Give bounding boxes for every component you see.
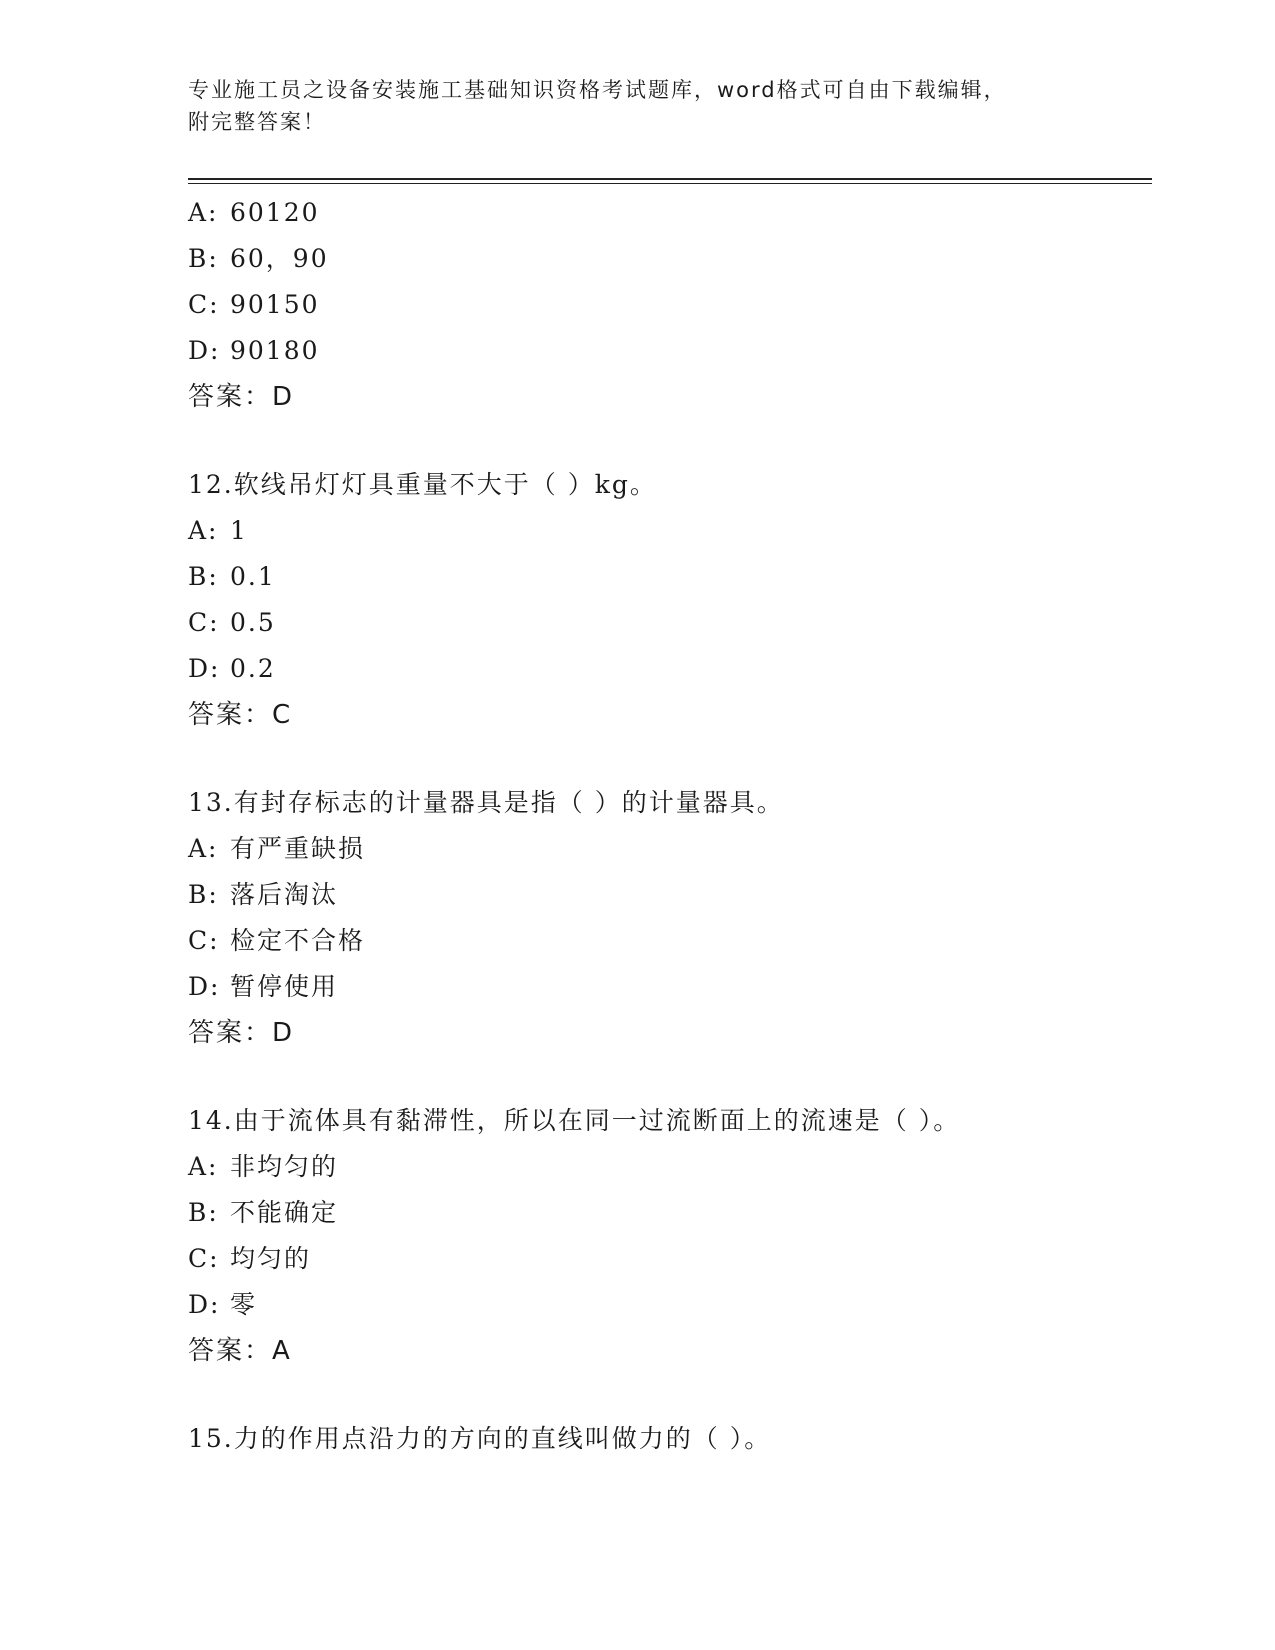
document-header: [188, 74, 1088, 138]
option-d: D: 90180: [188, 336, 320, 365]
header-divider-thin: [188, 183, 1152, 184]
answer: 答案：D: [188, 1018, 295, 1048]
option-c: C: 0.5: [188, 608, 276, 637]
option-a: A: 有严重缺损: [188, 834, 366, 863]
header-line-2: 附完整答案！: [188, 110, 326, 134]
question-14: [188, 1098, 1152, 1374]
header-line-1: 专业施工员之设备安装施工基础知识资格考试题库，word格式可自由下载编辑，: [188, 78, 1007, 102]
option-a: A: 1: [188, 516, 248, 545]
answer: 答案：D: [188, 382, 295, 412]
option-d: D: 暂停使用: [188, 972, 339, 1001]
option-a: A: 60120: [188, 198, 320, 227]
question-12: [188, 462, 1152, 738]
question-stem: 14.由于流体具有黏滞性，所以在同一过流断面上的流速是（ ）。: [188, 1106, 961, 1135]
option-b: B: 落后淘汰: [188, 880, 339, 909]
question-stem: 12.软线吊灯灯具重量不大于（ ）kg。: [188, 470, 657, 499]
question-15: [188, 1416, 1152, 1462]
question-stem: 13.有封存标志的计量器具是指（ ）的计量器具。: [188, 788, 784, 817]
question-stem: 15.力的作用点沿力的方向的直线叫做力的（ ）。: [188, 1424, 772, 1453]
option-c: C: 检定不合格: [188, 926, 366, 955]
answer: 答案：C: [188, 700, 293, 730]
option-b: B: 60，90: [188, 244, 329, 273]
option-a: A: 非均匀的: [188, 1152, 339, 1181]
option-d: D: 零: [188, 1290, 258, 1319]
option-d: D: 0.2: [188, 654, 276, 683]
answer: 答案：A: [188, 1336, 292, 1366]
option-b: B: 0.1: [188, 562, 276, 591]
option-c: C: 90150: [188, 290, 320, 319]
question-13: [188, 780, 1152, 1056]
question-11-continued: [188, 190, 1152, 420]
option-c: C: 均匀的: [188, 1244, 312, 1273]
header-divider-thick: [188, 178, 1152, 180]
question-list: [188, 190, 1152, 1462]
option-b: B: 不能确定: [188, 1198, 339, 1227]
